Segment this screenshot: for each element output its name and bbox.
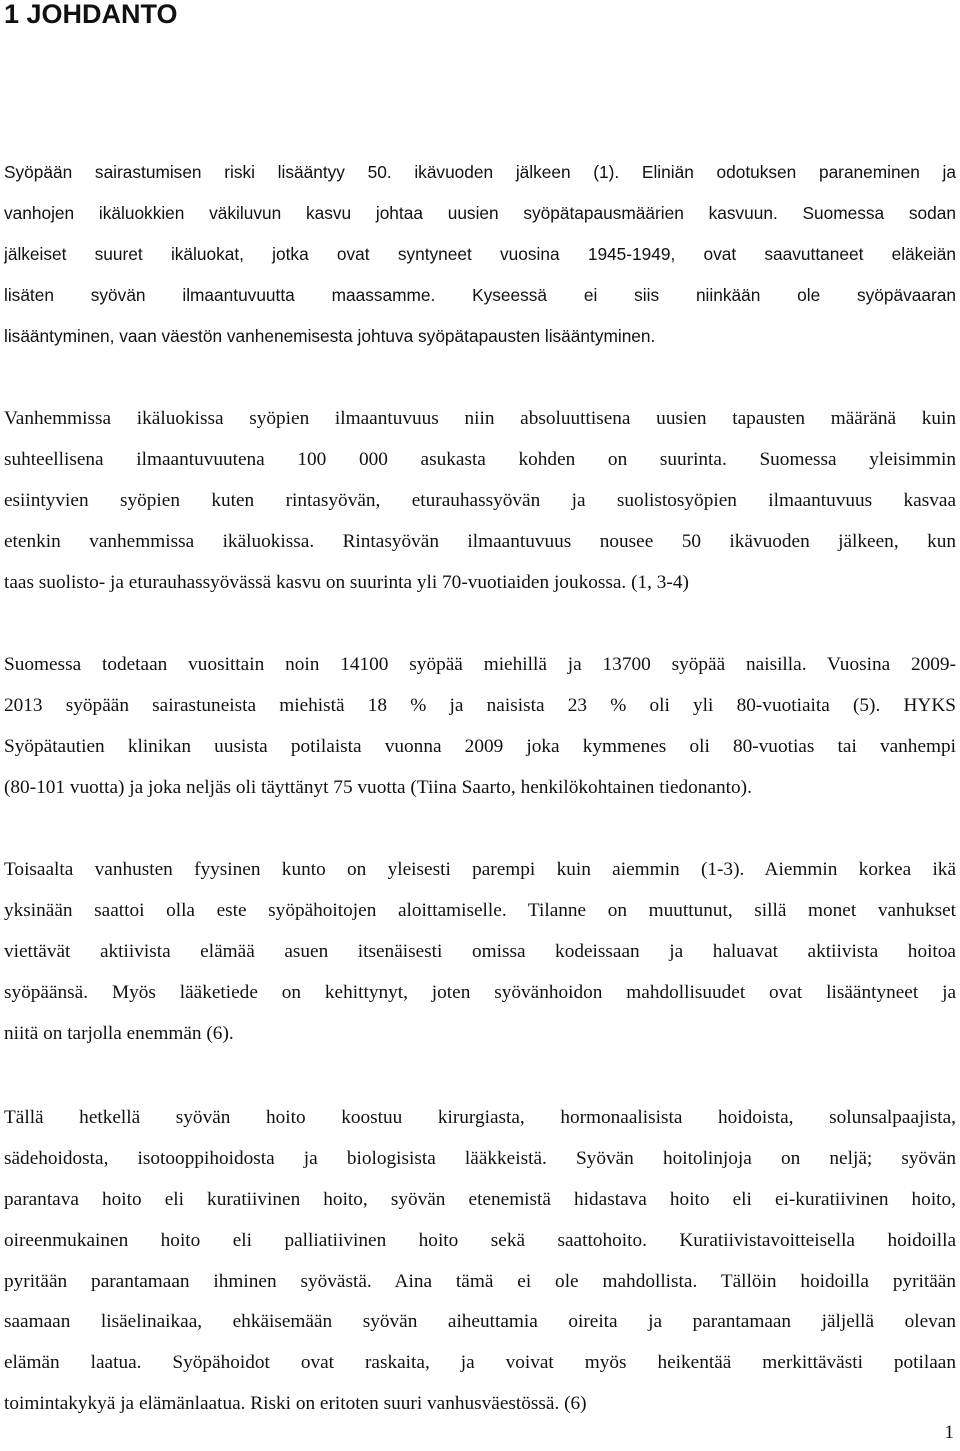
text-line: parantava hoito eli kuratiivinen hoito, syövän etenemistä hidastava hoito eli ei-kuratiivinen hoito, xyxy=(4,1188,956,1210)
text-line: yksinään saattoi olla este syöpähoitojen aloittamiselle. Tilanne on muuttunut, sillä monet vanhukset xyxy=(4,899,956,921)
text-line: oireenmukainen hoito eli palliatiivinen hoito sekä saattohoito. Kuratiivistavoitteisella hoidoilla xyxy=(4,1229,956,1251)
text-line: lisäten syövän ilmaantuvuutta maassamme. Kyseessä ei siis niinkään ole syöpävaaran xyxy=(4,284,956,305)
text-line: etenkin vanhemmissa ikäluokissa. Rintasyövän ilmaantuvuus nousee 50 ikävuoden jälkeen, kun xyxy=(4,530,956,552)
chapter-heading: 1 JOHDANTO xyxy=(4,0,178,29)
text-line: saamaan lisäelinaikaa, ehkäisemään syövän aiheuttamia oireita ja parantamaan jäljellä olevan xyxy=(4,1311,956,1333)
text-line: vanhojen ikäluokkien väkiluvun kasvu johtaa uusien syöpätapausmäärien kasvuun. Suomessa sodan xyxy=(4,202,956,223)
text-line: jälkeiset suuret ikäluokat, jotka ovat syntyneet vuosina 1945-1949, ovat saavuttaneet eläkeiän xyxy=(4,243,956,264)
text-line: toimintakykyä ja elämänlaatua. Riski on eritoten suuri vanhusväestössä. (6) xyxy=(4,1393,587,1415)
paragraph-5 xyxy=(4,1098,956,1425)
text-line: Toisaalta vanhusten fyysinen kunto on yleisesti parempi kuin aiemmin (1-3). Aiemmin korkea ikä xyxy=(4,859,956,880)
text-line: Syöpään sairastumisen riski lisääntyy 50. ikävuoden jälkeen (1). Eliniän odotuksen paraneminen ja xyxy=(4,162,956,182)
paragraph-4 xyxy=(4,850,956,1054)
text-line: 2013 syöpään sairastuneista miehistä 18 % ja naisista 23 % oli yli 80-vuotiaita (5). HYKS xyxy=(4,694,956,716)
text-line: viettävät aktiivista elämää asuen itsenäisesti omissa kodeissaan ja haluavat aktiivista hoitoa xyxy=(4,940,956,962)
text-line: pyritään parantamaan ihminen syövästä. Aina tämä ei ole mahdollista. Tällöin hoidoilla pyritään xyxy=(4,1270,956,1292)
text-line: sädehoidosta, isotooppihoidosta ja biologisista lääkkeistä. Syövän hoitolinjoja on neljä; syövän xyxy=(4,1147,956,1169)
page-number: 1 xyxy=(944,1422,954,1443)
text-line: (80-101 vuotta) ja joka neljäs oli täyttänyt 75 vuotta (Tiina Saarto, henkilökohtainen tiedonanto). xyxy=(4,776,752,798)
paragraph-2 xyxy=(4,399,956,603)
text-line: niitä on tarjolla enemmän (6). xyxy=(4,1022,234,1044)
text-line: suhteellisena ilmaantuvuutena 100 000 asukasta kohden on suurinta. Suomessa yleisimmin xyxy=(4,448,956,470)
text-line: esiintyvien syöpien kuten rintasyövän, eturauhassyövän ja suolistosyöpien ilmaantuvuus kasvaa xyxy=(4,489,956,511)
text-line: Vanhemmissa ikäluokissa syöpien ilmaantuvuus niin absoluuttisena uusien tapausten määränä kuin xyxy=(4,408,956,429)
text-line: lisääntyminen, vaan väestön vanhenemisesta johtuva syöpätapausten lisääntyminen. xyxy=(4,325,656,346)
text-line: Suomessa todetaan vuosittain noin 14100 syöpää miehillä ja 13700 syöpää naisilla. Vuosina 2009- xyxy=(4,654,956,675)
text-line: Tällä hetkellä syövän hoito koostuu kirurgiasta, hormonaalisista hoidoista, solunsalpaajista, xyxy=(4,1107,956,1128)
text-line: Syöpätautien klinikan uusista potilaista vuonna 2009 joka kymmenes oli 80-vuotias tai vanhempi xyxy=(4,735,956,757)
paragraph-1 xyxy=(4,152,956,356)
text-line: syöpäänsä. Myös lääketiede on kehittynyt, joten syövänhoidon mahdollisuudet ovat lisääntyneet ja xyxy=(4,981,956,1003)
text-line: elämän laatua. Syöpähoidot ovat raskaita, ja voivat myös heikentää merkittävästi potilaan xyxy=(4,1352,956,1374)
paragraph-3 xyxy=(4,645,956,809)
text-line: taas suolisto- ja eturauhassyövässä kasvu on suurinta yli 70-vuotiaiden joukossa. (1, 3-4) xyxy=(4,571,689,593)
